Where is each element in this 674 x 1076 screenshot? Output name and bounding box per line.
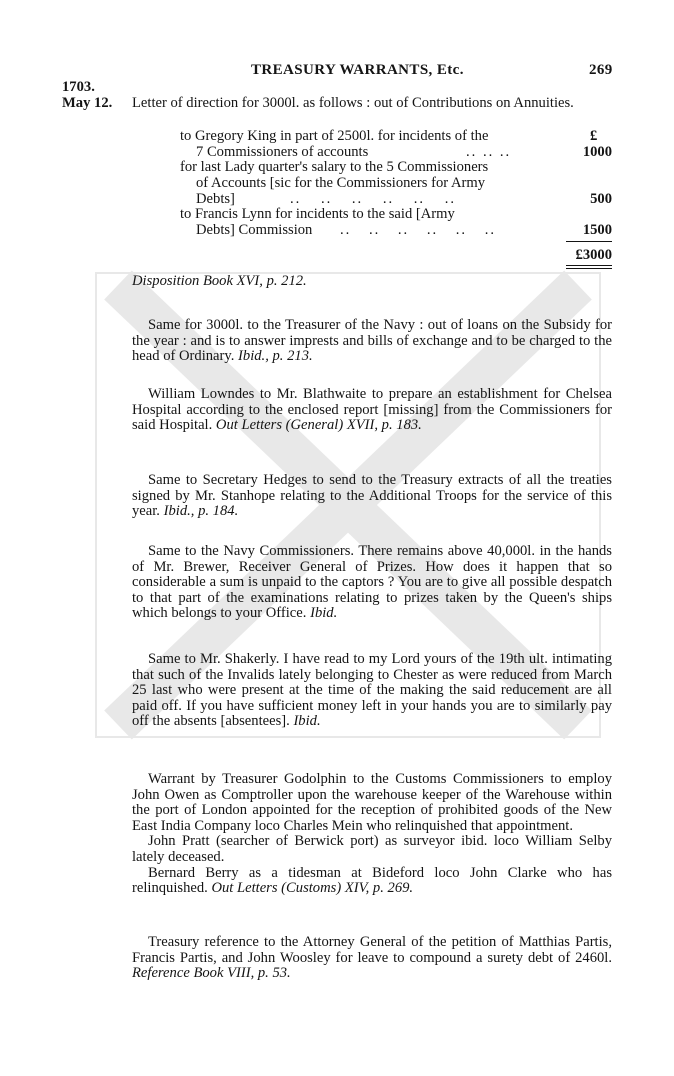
paragraph-1-ref: Ibid., p. 213. — [238, 348, 313, 365]
paragraph-2-ref: Out Letters (General) XVII, p. 183. — [215, 417, 422, 434]
margin-year: 1703. — [62, 79, 95, 95]
reference-text: Treasury reference to the Attorney General of the petition of Matthias Partis, Francis Partis, and John Woosley for leave to compound a surety debt of 2460l. — [132, 934, 612, 966]
paragraph-secretary-hedges — [132, 473, 612, 520]
paragraph-customs-warrant — [132, 772, 612, 897]
total-rule-bottom-1 — [566, 265, 612, 266]
total-rule-top — [566, 241, 612, 242]
letter-item-2-amount: 500 — [590, 191, 612, 207]
letter-item-1-line-2: 7 Commissioners of accounts — [196, 144, 369, 160]
letter-item-3-leaders: .. .. .. .. .. .. — [340, 222, 497, 238]
paragraph-5-ref: Ibid. — [293, 713, 321, 730]
paragraph-4-ref: Ibid. — [310, 605, 338, 622]
letter-item-3-line-1: to Francis Lynn for incidents to the said [Army — [180, 206, 455, 222]
currency-symbol: £ — [590, 128, 598, 144]
customs-text-1: Warrant by Treasurer Godolphin to the Customs Commissioners to employ John Owen as Comptroller upon the warehouse keeper of the Warehouse within the port of London appointed for the reception of prohibited goods of the New East India Company loco Charles Mein who relinquished that appointment. — [132, 771, 612, 834]
letter-item-3-line-2: Debts] Commission — [196, 222, 313, 238]
letter-item-1-line-1: to Gregory King in part of 2500l. for incidents of the — [180, 128, 489, 144]
paragraph-attorney-general — [132, 935, 612, 982]
letter-item-1-leaders: .. .. .. — [466, 144, 512, 160]
running-title: TREASURY WARRANTS, Etc. — [251, 62, 464, 78]
letter-item-2-line-3: Debts] — [196, 191, 235, 207]
paragraph-navy-commissioners — [132, 544, 612, 622]
paragraph-2-text: William Lowndes to Mr. Blathwaite to prepare an establishment for Chelsea Hospital according to the enclosed report [missing] from the Commissioners for said Hospital. — [132, 386, 612, 434]
paragraph-3-ref: Ibid., p. 184. — [163, 503, 239, 520]
page-number: 269 — [589, 62, 613, 78]
paragraph-chelsea-hospital — [132, 387, 612, 434]
letter-item-1-amount: 1000 — [582, 144, 612, 160]
letter-intro: Letter of direction for 3000l. as follows : out of Contributions on Annuities. — [132, 95, 574, 111]
paragraph-1-text: Same for 3000l. to the Treasurer of the Navy : out of loans on the Subsidy for the year : and is to answer imprests and bills of exchange and to be charged to the head of Ordinary. — [132, 317, 612, 365]
total-rule-bottom-2 — [566, 268, 612, 269]
letter-item-2-text-1: for last Lady quarter's salary to the 5 Commissioners — [180, 159, 489, 175]
letter-item-2-leaders: .. .. .. .. .. .. — [290, 191, 457, 207]
letter-total: £3000 — [575, 247, 612, 263]
margin-date: May 12. — [62, 95, 113, 111]
letter-item-2-line-1 — [180, 160, 488, 176]
reference-ref: Reference Book VIII, p. 53. — [132, 965, 291, 982]
customs-ref: Out Letters (Customs) XIV, p. 269. — [211, 880, 414, 897]
paragraph-3-text: Same to Secretary Hedges to send to the Treasury extracts of all the treaties signed by Mr. Stanhope relating to the Additional Troops for the service of this year. — [132, 472, 612, 520]
paragraph-navy-treasurer — [132, 318, 612, 365]
paragraph-4-text: Same to the Navy Commissioners. There remains above 40,000l. in the hands of Mr. Brewer, Receiver General of Prizes. How does it happen that so considerable a sum is unpaid to the captors ? You are to give all possible despatch to that part of the examinations relating to prizes taken by the Queen's ships which belongs to your Office. — [132, 543, 612, 622]
letter-item-2-line-2: of Accounts [sic for the Commissioners for Army — [196, 175, 485, 191]
paragraph-5-text: Same to Mr. Shakerly. I have read to my Lord yours of the 19th ult. intimating that such of the Invalids lately belonging to Chester as were reduced from March 25 last who were present at the time of the making the said reducement are all paid off. If you have sufficient money left in your hands you are to similarly pay off the absents [absentees]. — [132, 651, 612, 730]
letter-reference: Disposition Book XVI, p. 212. — [132, 273, 307, 289]
letter-item-3-amount: 1500 — [582, 222, 612, 238]
paragraph-shakerly — [132, 652, 612, 730]
customs-text-3: Bernard Berry as a tidesman at Bideford loco John Clarke who has relinquished. — [132, 864, 612, 897]
customs-text-2: John Pratt (searcher of Berwick port) as surveyor ibid. loco William Selby lately deceased. — [132, 833, 612, 865]
